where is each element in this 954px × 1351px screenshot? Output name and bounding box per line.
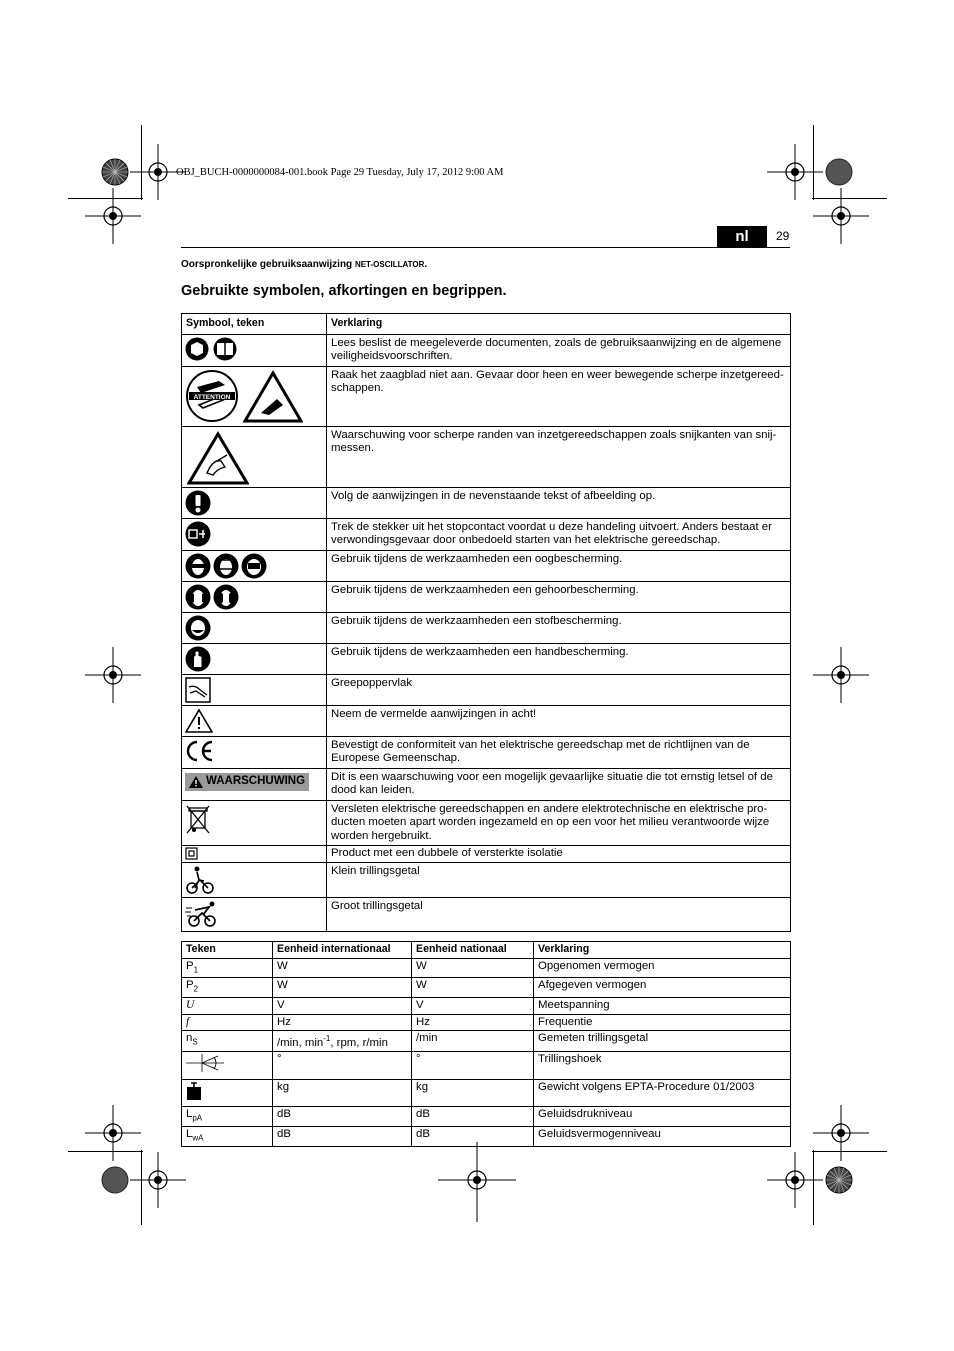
- unit-intl-cell: dB: [273, 1107, 412, 1127]
- symbol-cell: [182, 643, 327, 674]
- unit-intl-cell: W: [273, 978, 412, 998]
- symbol-cell: [182, 612, 327, 643]
- sign-subscript: 1: [193, 964, 199, 974]
- description-cell: Gebruik tijdens de werkzaamheden een gehoorbescherming.: [327, 581, 791, 612]
- svg-text:ATTENTION: ATTENTION: [193, 393, 231, 401]
- sign-cell: [182, 1127, 273, 1147]
- table-row: [182, 705, 791, 736]
- unit-natl-cell: V: [412, 998, 534, 1015]
- unit-intl-cell: Hz: [273, 1014, 412, 1031]
- symbol-cell: [182, 705, 327, 736]
- unit-natl-cell: Hz: [412, 1014, 534, 1031]
- symbol-cell: [182, 487, 327, 518]
- unit-natl-cell: /min: [412, 1031, 534, 1052]
- unit-intl-b: , rpm, r/min: [330, 1036, 388, 1049]
- column-header: Verklaring: [534, 942, 791, 959]
- symbol-cell: [182, 674, 327, 705]
- table-row: [182, 862, 791, 897]
- subtitle-product: NET-OSCILLATOR: [354, 260, 425, 269]
- unit-intl-cell: W: [273, 958, 412, 978]
- table-row: [182, 736, 791, 768]
- sign-cell: [182, 998, 273, 1015]
- unit-natl-cell: dB: [412, 1107, 534, 1127]
- sign-letter: f: [186, 1015, 190, 1028]
- symbol-cell: [182, 800, 327, 846]
- sign-cell: [182, 1079, 273, 1107]
- sign-cell: [182, 978, 273, 998]
- page-number: 29: [776, 229, 790, 243]
- subtitle-main: Oorspronkelijke gebruiksaanwijzing: [181, 259, 355, 270]
- description-cell: Volg de aanwijzingen in de nevenstaande tekst of afbeelding op.: [327, 487, 791, 518]
- description-cell: Versleten elektrische gereedschappen en andere elektrotechnische en elektrische pro-ducten moeten apart worden ingezameld en op een voor het milieu verantwoorde wijze worden hergebruikt.: [327, 800, 791, 846]
- table-row: [182, 1052, 791, 1080]
- description-cell: Waarschuwing voor scherpe randen van inzetgereedschappen zoals snijkanten van snij-messen.: [327, 426, 791, 487]
- sign-cell: [182, 1052, 273, 1080]
- sign-cell: [182, 1031, 273, 1052]
- symbol-cell: [182, 426, 327, 487]
- sign-subscript: 2: [193, 984, 199, 994]
- table-row: [182, 487, 791, 518]
- sign-letter: P: [186, 959, 194, 972]
- symbol-cell: [182, 897, 327, 931]
- header-rule: [181, 247, 790, 248]
- symbol-cell: [182, 366, 327, 426]
- table-row: [182, 518, 791, 550]
- oscillation-angle-icon: [186, 1053, 226, 1073]
- table-row: [182, 426, 791, 487]
- sign-letter: P: [186, 979, 194, 992]
- table-row: [182, 768, 791, 800]
- warning-label-text: WAARSCHUWING: [206, 774, 306, 787]
- description-cell: Neem de vermelde aanwijzingen in acht!: [327, 705, 791, 736]
- unit-intl-cell: dB: [273, 1127, 412, 1147]
- table-row: [182, 800, 791, 846]
- unit-natl-cell: kg: [412, 1079, 534, 1107]
- column-header: Teken: [182, 942, 273, 959]
- weee-bin-icon: [185, 803, 211, 835]
- page-title: Gebruikte symbolen, afkortingen en begrippen.: [181, 283, 507, 299]
- table-row: [182, 1079, 791, 1107]
- slow-cyclist-icon: [185, 865, 215, 895]
- description-cell: Raak het zaagblad niet aan. Gevaar door heen en weer bewegende scherpe inzetgereed-schappen.: [327, 366, 791, 426]
- double-insulation-icon: [185, 847, 198, 860]
- sign-cell: [182, 1107, 273, 1127]
- sign-cell: [182, 958, 273, 978]
- unit-natl-cell: W: [412, 958, 534, 978]
- sign-subscript: pA: [192, 1113, 203, 1123]
- description-cell: Gebruik tijdens de werkzaamheden een oogbescherming.: [327, 550, 791, 581]
- weight-icon: [186, 1081, 202, 1101]
- table-row: [182, 334, 791, 366]
- unit-natl-cell: °: [412, 1052, 534, 1080]
- exclamation-icon: [185, 490, 211, 516]
- description-cell: Product met een dubbele of versterkte isolatie: [327, 846, 791, 863]
- description-cell: Dit is een waarschuwing voor een mogelijk gevaarlijke situatie die tot ernstig letsel of de dood kan leiden.: [327, 768, 791, 800]
- description-cell: Gebruik tijdens de werkzaamheden een stofbescherming.: [327, 612, 791, 643]
- description-cell: Gebruik tijdens de werkzaamheden een handbescherming.: [327, 643, 791, 674]
- description-cell: Bevestigt de conformiteit van het elektrische gereedschap met de richtlijnen van de Europese Gemeenschap.: [327, 736, 791, 768]
- unit-intl-cell: V: [273, 998, 412, 1015]
- sign-letter: U: [186, 999, 195, 1012]
- table-header-row: [182, 314, 791, 335]
- unit-intl-cell: [273, 1031, 412, 1052]
- sign-letter: L: [186, 1128, 193, 1141]
- description-cell: Trillingshoek: [534, 1052, 791, 1080]
- description-cell: Geluidsvermogenniveau: [534, 1127, 791, 1147]
- symbol-cell: [182, 581, 327, 612]
- subtitle-end: .: [424, 259, 428, 270]
- symbol-cell: [182, 334, 327, 366]
- sign-letter: n: [186, 1032, 193, 1045]
- table-row: [182, 581, 791, 612]
- description-cell: Opgenomen vermogen: [534, 958, 791, 978]
- caution-triangle-icon: [185, 708, 213, 734]
- column-header: Symbool, teken: [182, 314, 327, 335]
- sign-subscript: wA: [192, 1133, 204, 1143]
- sign-letter: L: [186, 1108, 193, 1121]
- table-row: [182, 550, 791, 581]
- unit-intl-a: /min, min: [277, 1036, 324, 1049]
- language-badge: nl: [717, 226, 767, 247]
- book-info-line: OBJ_BUCH-0000000084-001.book Page 29 Tuesday, July 17, 2012 9:00 AM: [176, 167, 504, 178]
- table-row: [182, 998, 791, 1015]
- fast-cyclist-icon: [185, 900, 219, 928]
- description-cell: Gewicht volgens EPTA-Procedure 01/2003: [534, 1079, 791, 1107]
- table-row: [182, 846, 791, 863]
- symbol-cell: [182, 550, 327, 581]
- description-cell: Groot trillingsgetal: [327, 897, 791, 931]
- symbol-cell: [182, 768, 327, 800]
- table-row: [182, 612, 791, 643]
- table-row: [182, 1031, 791, 1052]
- sign-subscript: S: [192, 1037, 198, 1047]
- description-cell: Afgegeven vermogen: [534, 978, 791, 998]
- unit-intl-cell: kg: [273, 1079, 412, 1107]
- description-cell: Trek de stekker uit het stopcontact voordat u deze handeling uitvoert. Anders bestaat er verwondingsgevaar door onbedoeld starten van het elektrische gereedschap.: [327, 518, 791, 550]
- document-subtitle: [181, 259, 427, 270]
- sharp-edge-warning-icon: [187, 431, 249, 485]
- sign-cell: [182, 1014, 273, 1031]
- table-row: [182, 978, 791, 998]
- table-row: [182, 674, 791, 705]
- table-row: [182, 897, 791, 931]
- warning-label-icon: [185, 773, 309, 791]
- symbol-cell: [182, 518, 327, 550]
- eye-protection-icon: [185, 553, 269, 579]
- table-row: [182, 1107, 791, 1127]
- description-cell: Meetspanning: [534, 998, 791, 1015]
- dust-mask-icon: [185, 615, 211, 641]
- table-row: [182, 1127, 791, 1147]
- symbol-cell: [182, 862, 327, 897]
- unit-natl-cell: dB: [412, 1127, 534, 1147]
- unit-natl-cell: W: [412, 978, 534, 998]
- description-cell: Geluidsdrukniveau: [534, 1107, 791, 1127]
- symbol-cell: [182, 736, 327, 768]
- grip-surface-icon: [185, 677, 211, 703]
- description-cell: Frequentie: [534, 1014, 791, 1031]
- read-documents-icon: [185, 337, 241, 361]
- ear-protection-icon: [185, 584, 241, 610]
- unplug-icon: [185, 521, 211, 547]
- column-header: Eenheid internationaal: [273, 942, 412, 959]
- column-header: Eenheid nationaal: [412, 942, 534, 959]
- unit-intl-cell: °: [273, 1052, 412, 1080]
- description-cell: Klein trillingsgetal: [327, 862, 791, 897]
- table-header-row: [182, 942, 791, 959]
- symbols-table: [181, 313, 791, 932]
- unit-intl-sup: -1: [323, 1034, 331, 1044]
- units-table: [181, 941, 791, 1147]
- attention-blade-icon: [185, 369, 303, 423]
- table-row: [182, 958, 791, 978]
- glove-icon: [185, 646, 211, 672]
- warning-triangle-icon: [189, 776, 203, 788]
- symbol-cell: [182, 846, 327, 863]
- table-row: [182, 643, 791, 674]
- table-row: [182, 1014, 791, 1031]
- table-row: [182, 366, 791, 426]
- description-cell: Greepoppervlak: [327, 674, 791, 705]
- description-cell: Gemeten trillingsgetal: [534, 1031, 791, 1052]
- column-header: Verklaring: [327, 314, 791, 335]
- description-cell: Lees beslist de meegeleverde documenten, zoals de gebruiksaanwijzing en de algemene veiligheidsvoorschriften.: [327, 334, 791, 366]
- ce-mark-icon: [185, 739, 215, 763]
